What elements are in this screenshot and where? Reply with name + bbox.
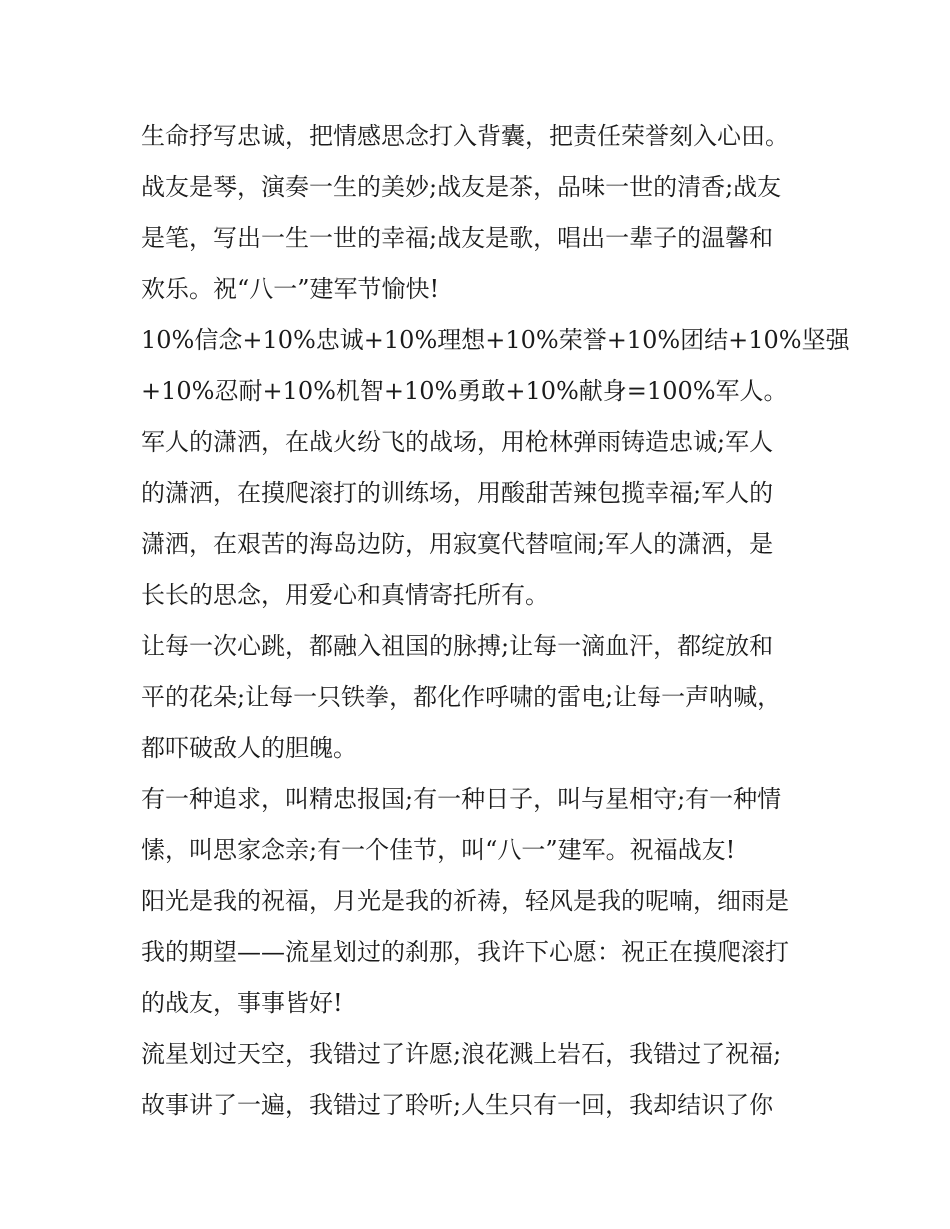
text-line: +10%忍耐+10%机智+10%勇敢+10%献身=100%军人。 — [141, 377, 788, 405]
text-line: 故事讲了一遍，我错过了聆听;人生只有一回，我却结识了你 — [141, 1091, 774, 1119]
text-line: 都吓破敌人的胆魄。 — [141, 734, 357, 762]
text-line: 平的花朵;让每一只铁拳，都化作呼啸的雷电;让每一声呐喊， — [141, 683, 782, 711]
text-line: 欢乐。祝“八一”建军节愉快! — [141, 275, 440, 303]
text-line: 让每一次心跳，都融入祖国的脉搏;让每一滴血汗，都绽放和 — [141, 632, 774, 660]
text-line: 生命抒写忠诚，把情感思念打入背囊，把责任荣誉刻入心田。 — [141, 122, 789, 150]
text-line: 潇洒，在艰苦的海岛边防，用寂寞代替喧闹;军人的潇洒，是 — [141, 530, 774, 558]
text-line: 10%信念+10%忠诚+10%理想+10%荣誉+10%团结+10%坚强 — [141, 326, 850, 354]
text-line: 长长的思念，用爱心和真情寄托所有。 — [141, 581, 549, 609]
text-line: 流星划过天空，我错过了许愿;浪花溅上岩石，我错过了祝福; — [141, 1040, 782, 1068]
text-line: 是笔，写出一生一世的幸福;战友是歌，唱出一辈子的温馨和 — [141, 224, 774, 252]
text-line: 我的期望——流星划过的刹那，我许下心愿：祝正在摸爬滚打 — [141, 938, 789, 966]
text-line: 有一种追求，叫精忠报国;有一种日子，叫与星相守;有一种情 — [141, 785, 782, 813]
text-line: 的战友，事事皆好! — [141, 989, 343, 1017]
text-line: 军人的潇洒，在战火纷飞的战场，用枪林弹雨铸造忠诚;军人 — [141, 428, 774, 456]
text-line: 阳光是我的祝福，月光是我的祈祷，轻风是我的呢喃，细雨是 — [141, 887, 789, 915]
document-body — [141, 111, 850, 1131]
text-line: 愫，叫思家念亲;有一个佳节，叫“八一”建军。祝福战友! — [141, 836, 736, 864]
text-line: 战友是琴，演奏一生的美妙;战友是茶，品味一世的清香;战友 — [141, 173, 782, 201]
text-line: 的潇洒，在摸爬滚打的训练场，用酸甜苦辣包揽幸福;军人的 — [141, 479, 774, 507]
